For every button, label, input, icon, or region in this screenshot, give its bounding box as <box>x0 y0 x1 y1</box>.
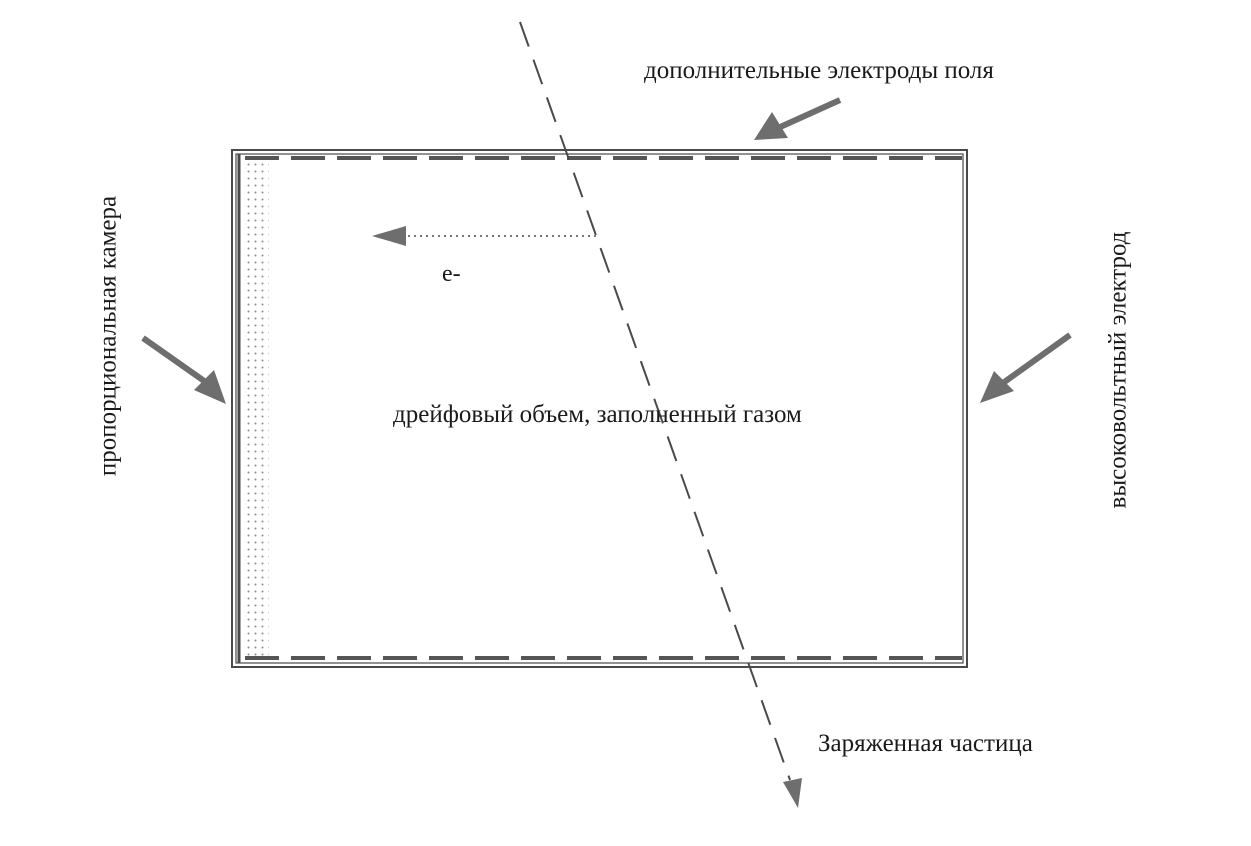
charged-particle-label: Заряженная частица <box>818 730 1033 757</box>
proportional-chamber-dots <box>245 160 269 657</box>
field-electrodes-label: дополнительные электроды поля <box>644 57 994 84</box>
electron-label: e- <box>442 261 461 287</box>
arrow-to-field-electrodes <box>754 100 840 140</box>
arrow-to-proportional-chamber <box>143 338 226 404</box>
electron-drift-arrowhead <box>372 226 406 246</box>
arrow-to-hv-electrode <box>980 335 1070 403</box>
proportional-chamber-label: пропорциональная камера <box>94 195 122 477</box>
drift-volume-label: дрейфовый объем, заполненный газом <box>393 401 802 428</box>
particle-track-arrowhead <box>783 778 802 808</box>
hv-electrode-label: высоковольтный электрод <box>1104 231 1132 509</box>
